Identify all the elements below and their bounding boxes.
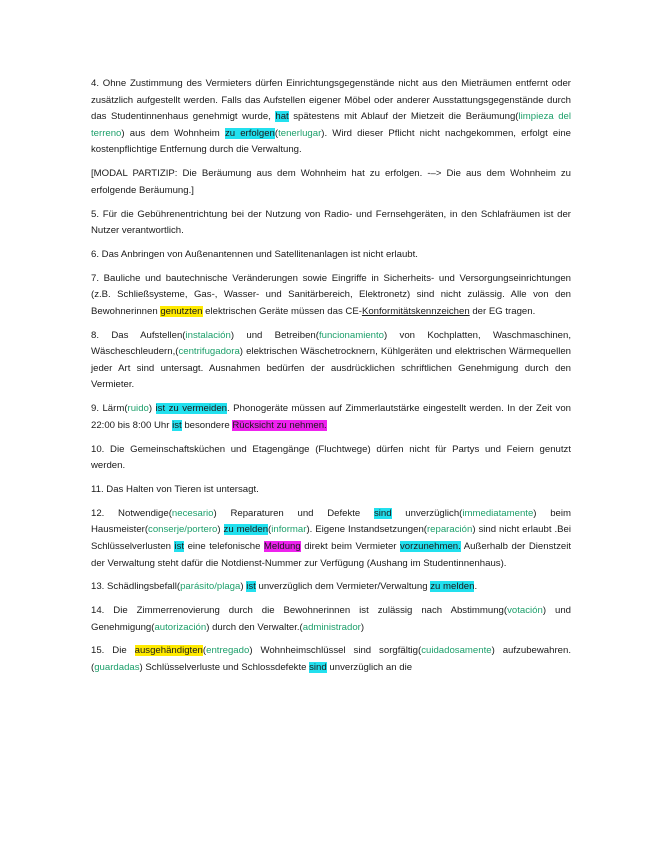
text-run: Außerhalb der Dienstzeit der Verwaltung steht dafür die Notdienst-Nummer zur Verfügung (Aushang im Studentinnenhaus). [91, 540, 571, 569]
text-run: 15. Die [91, 645, 135, 657]
text-run: . Phonogeräte müssen auf Zimmerlautstärke eingestellt werden. In der Zeit von 22:00 bis 8:00 Uhr [91, 403, 571, 431]
text-run: 6. Das Anbringen von Außenantennen und Satellitenanlagen ist nicht erlaubt. [91, 248, 418, 260]
translation-annotation: tenerlugar [278, 127, 322, 139]
paragraph-p10 [91, 442, 571, 475]
translation-annotation: informar [271, 524, 307, 536]
translation-annotation: conserje/portero [148, 524, 218, 536]
text-run: ) [217, 524, 224, 536]
text-run: direkt beim Vermieter [300, 540, 400, 552]
text-run: elektrischen Geräte müssen das CE- [202, 305, 362, 317]
text-run: ) Wohnheimschlüssel sind sorgfältig( [249, 645, 422, 657]
document-body [91, 76, 571, 684]
translation-annotation: necesario [171, 507, 214, 519]
translation-annotation: instalación [185, 329, 231, 341]
paragraph-p6 [91, 247, 571, 264]
translation-annotation: guardadas [94, 662, 140, 674]
highlighted-text: ist zu vermeiden [155, 403, 228, 415]
text-run: 9. Lärm( [91, 403, 128, 415]
text-run: ) von Kochplatten, Waschmaschinen, Wäscheschleudern,( [91, 329, 572, 358]
paragraph-p14 [91, 603, 571, 636]
paragraph-p12 [91, 506, 571, 572]
paragraph-p9 [91, 401, 571, 434]
highlighted-text: zu erfolgen [224, 127, 275, 139]
translation-annotation: cuidadosamente [421, 645, 492, 657]
translation-annotation: reparación [426, 524, 473, 536]
translation-annotation: administrador [302, 621, 361, 633]
paragraph-p8 [91, 328, 571, 394]
highlighted-text: hat [275, 111, 289, 123]
text-run: ) aufzubewahren.( [91, 645, 571, 674]
underlined-text: Konformitätskennzeichen [361, 305, 470, 317]
highlighted-text: zu melden [430, 581, 475, 593]
translation-annotation: autorización [154, 621, 207, 633]
translation-annotation: immediatamente [462, 507, 534, 519]
highlighted-text: genutzten [160, 305, 203, 317]
translation-annotation: funcionamiento [318, 329, 385, 341]
highlighted-text: ist [246, 581, 256, 593]
text-run: ) [148, 403, 156, 415]
text-run: ( [268, 524, 272, 536]
highlighted-text: sind [309, 662, 327, 674]
paragraph-p13 [91, 579, 571, 596]
paragraph-p15 [91, 643, 571, 676]
text-run: eine telefonische [184, 540, 264, 552]
text-run: 8. Das Aufstellen( [91, 329, 186, 341]
text-run: ) [240, 581, 247, 593]
text-run: ) aus dem Wohnheim [121, 127, 225, 139]
text-run: ). Eigene Instandsetzungen( [306, 524, 427, 536]
highlighted-text: ist [174, 540, 185, 552]
translation-annotation: parásito/plaga [180, 581, 241, 593]
text-run: ) beim Hausmeister( [91, 507, 571, 536]
translation-annotation: ruido [127, 403, 149, 415]
text-run: spätestens mit Ablauf der Mietzeit die Beräumung( [288, 111, 519, 123]
text-run: ) sind nicht erlaubt .Bei Schlüsselverlusten [91, 524, 571, 552]
highlighted-text: zu melden [223, 524, 269, 536]
highlighted-text: Rücksicht zu nehmen. [232, 419, 327, 431]
text-run: 14. Die Zimmerrenovierung durch die Bewohnerinnen ist zulässig nach Abstimmung( [91, 605, 508, 617]
paragraph-p5 [91, 207, 571, 240]
paragraph-p11 [91, 482, 571, 499]
translation-annotation: votación [507, 605, 543, 617]
text-run: ) [360, 621, 365, 633]
text-run: ) Schlüsselverluste und Schlossdefekte [139, 662, 310, 674]
text-run: ) Reparaturen und Defekte [213, 507, 374, 519]
text-run: ). Wird dieser Pflicht nicht nachgekommen, erfolgt eine kostenpflichtige Entfernung durch die Verwaltung. [91, 127, 572, 156]
text-run: der EG tragen. [469, 305, 536, 317]
text-run: ( [202, 645, 207, 657]
text-run: ) und Betreiben( [230, 329, 319, 341]
paragraph-p4 [91, 76, 571, 159]
text-run: 13. Schädlingsbefall( [91, 581, 181, 593]
text-run: 5. Für die Gebührenentrichtung bei der Nutzung von Radio- und Fernsehgeräten, in den Schlafräumen ist der Nutzer verantwortlich. [91, 208, 571, 237]
text-run: 4. Ohne Zustimmung des Vermieters dürfen Einrichtungsgegenstände nicht aus den Mieträumen entfernt oder zusätzlich aufgestellt werden. Falls das Aufstellen eigener Möbel oder anderer Ausstattungsgegenstände durch das Studentinnenhaus genehmigt wurde, [91, 78, 571, 123]
text-run: ( [274, 127, 279, 139]
highlighted-text: sind [373, 507, 392, 519]
text-run: unverzüglich an die [326, 662, 413, 674]
text-run: unverzüglich( [391, 507, 463, 519]
text-run: ) elektrischen Wäschetrocknern, Kühlgeräten und elektrischen Wärmequellen jeder Art sind untersagt. Ausnahmen bedürfen der ausdrücklichen schriftlichen Genehmigung durch den Vermieter. [91, 346, 571, 391]
paragraph-pmodal [91, 166, 571, 199]
text-run: unverzüglich dem Vermieter/Verwaltung [255, 581, 431, 593]
text-run: 11. Das Halten von Tieren ist untersagt. [91, 483, 259, 495]
translation-annotation: centrifugadora [178, 346, 240, 358]
text-run: ) und Genehmigung( [91, 605, 571, 633]
highlighted-text: vorzunehmen. [400, 540, 461, 552]
highlighted-text: ausgehändigten [134, 645, 203, 657]
highlighted-text: ist [172, 419, 182, 431]
translation-annotation: limpieza del terreno [91, 111, 571, 139]
text-run: 10. Die Gemeinschaftsküchen und Etagengänge (Fluchtwege) dürfen nicht für Partys und Feiern genutzt werden. [91, 443, 571, 472]
text-run: 12. Notwendige( [91, 507, 172, 519]
paragraph-p7 [91, 271, 571, 321]
highlighted-text: Meldung [263, 540, 301, 552]
text-run: besondere [181, 419, 233, 431]
text-run: . [474, 581, 478, 593]
translation-annotation: entregado [206, 645, 250, 657]
text-run: [MODAL PARTIZIP: Die Beräumung aus dem Wohnheim hat zu erfolgen. -–> Die aus dem Wohnheim zu erfolgende Beräumung.] [91, 168, 571, 196]
text-run: 7. Bauliche und bautechnische Veränderungen sowie Eingriffe in Sicherheits- und Versorgungseinrichtungen (z.B. Schließsysteme, Gas-, Wasser- und Sanitärbereich, Elektronetz) sind nicht zulässig. Alle von den Bewohnerinnen [91, 272, 571, 317]
text-run: ) durch den Verwalter.( [206, 621, 303, 633]
